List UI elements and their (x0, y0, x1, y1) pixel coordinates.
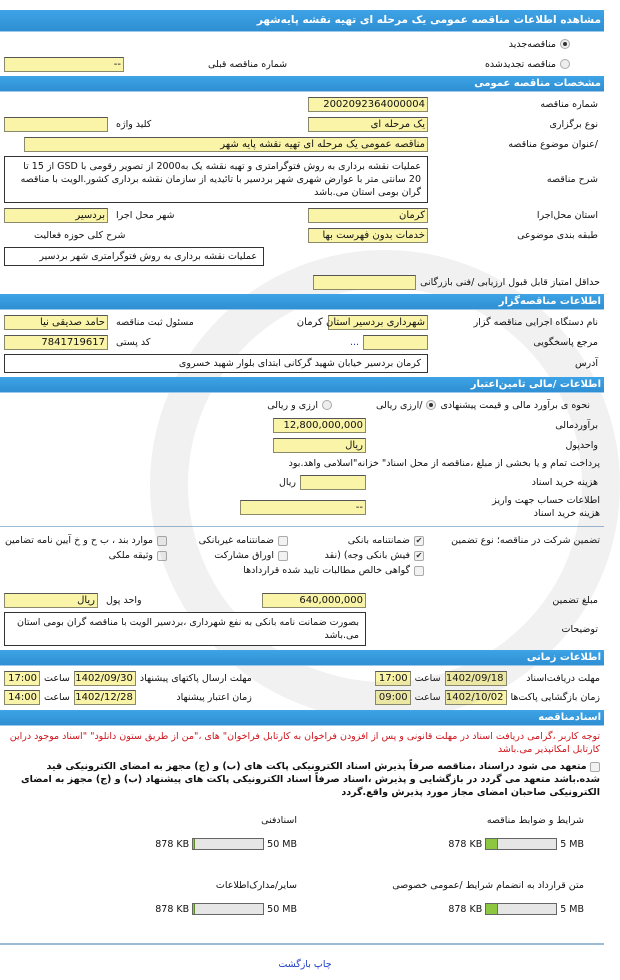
row-number (0, 94, 604, 114)
label-time: ساعت (44, 673, 70, 684)
row-province (0, 205, 604, 225)
checkbox-bonds[interactable] (278, 551, 288, 561)
label-validity: زمان اعتبار پیشنهاد (176, 692, 252, 703)
file-name: سایر/مدارک‌اطلاعات (215, 880, 297, 891)
back-link[interactable]: بازگشت (278, 959, 311, 970)
currency-field[interactable]: ریال (273, 438, 366, 453)
section-documents: اسنادمناقصه (0, 710, 604, 726)
file-item (20, 815, 297, 850)
label-description: شرح مناقصه (546, 174, 598, 185)
label-doc-deadline: مهلت دریافت‌اسناد (526, 673, 600, 684)
download-warning: توجه کاربر ،گرامی دریافت اسناد در مهلت قانونی و پس از افزودن فراخوان به کارتابل فراخوان" های ،"من از طریق ستون دانلود" "اسناد موجود دراین کارتابل امکانپذیر می.باشد (9, 731, 600, 755)
radio-rial[interactable] (426, 400, 436, 410)
timing-grid (0, 668, 604, 708)
section-finance: اطلاعات /مالی تامین‌اعتبار (0, 377, 604, 393)
guarantee-amount-field[interactable]: 640,000,000 (262, 593, 366, 608)
guarantee-types (0, 531, 604, 580)
label-time: ساعت (414, 692, 441, 703)
ref-more-link[interactable]: ... (349, 336, 359, 348)
progress-fill (486, 839, 498, 849)
label-guarantee-type: تضمین شرکت در مناقصه؛ نوع تضمین (451, 535, 600, 546)
validity-time-field[interactable]: 14:00 (4, 690, 40, 705)
row-category (0, 225, 604, 245)
progress-fill (486, 904, 498, 914)
row-ref (0, 332, 604, 352)
row-org (0, 312, 604, 332)
open-time-field[interactable]: 09:00 (375, 690, 411, 705)
subject-field[interactable]: مناقصه عمومی یک مرحله ای تهیه نقشه پایه شهر (24, 137, 428, 152)
doc-deadline-field[interactable]: 1402/09/18 (445, 671, 507, 686)
label-open: زمان بازگشایی پاکت‌ها (510, 692, 600, 703)
notes-box: بصورت ضمانت نامه بانکی به نفع شهرداری ،بردسیر الویت با مناقصه گران بومی استان می.باشد (4, 612, 366, 646)
label-renewed-tender: مناقصه تجدیدشده (484, 58, 556, 70)
label-new-tender: مناقصه‌جدید (508, 38, 556, 50)
file-progress (485, 903, 557, 915)
label-postal: کد پستی (116, 336, 151, 348)
label-bank-guarantee: ضمانتنامه بانکی (347, 535, 410, 546)
min-score-field[interactable] (313, 275, 416, 290)
checkbox-cash-receipt[interactable]: ✔ (415, 550, 423, 560)
treasury-note: پرداخت تمام و یا بخشی از مبلغ ،مناقصه از محل اسناد" خزانه"اسلامی واهد.بود (288, 458, 600, 469)
label-category: طبقه بندی موضوعی (517, 229, 598, 241)
submit-time-field[interactable]: 17:00 (4, 671, 40, 686)
label-receivables-cert: گواهی خالص مطالبات تایید شده قراردادها (243, 565, 410, 576)
checkbox-regulation-items[interactable] (157, 536, 167, 546)
page-title: مشاهده اطلاعات مناقصه عمومی یک مرحله ای تهیه نقشه پایه‌شهر (0, 10, 604, 32)
file-progress (192, 838, 264, 850)
progress-fill (193, 839, 195, 849)
label-guarantee-amount: مبلغ تضمین (552, 594, 598, 606)
row-method (0, 395, 604, 415)
label-ref: مرجع پاسخگویی (533, 336, 598, 348)
submit-date-field[interactable]: 1402/09/30 (74, 671, 136, 686)
row-estimate (0, 415, 604, 435)
label-nonbank-guarantee: ضمانتنامه غیربانکی (198, 535, 274, 546)
file-max: 5 MB (560, 903, 584, 915)
checkbox-property[interactable] (157, 551, 167, 561)
label-regulation-items: موارد بند ، ب ح و خ آیین نامه تضامین (4, 535, 153, 546)
label-both: ارزی و ریالی (267, 399, 319, 411)
open-date-field[interactable]: 1402/10/02 (445, 690, 507, 705)
file-name: شرایط و ضوابط مناقصه (486, 815, 584, 826)
label-bonds: اوراق مشارکت (214, 550, 274, 561)
row-account (0, 492, 604, 522)
file-size: 878 KB (448, 838, 483, 850)
label-prev-number: شماره مناقصه قبلی (208, 58, 288, 70)
label-address: آدرس (574, 358, 598, 369)
ref-field[interactable] (363, 335, 428, 350)
label-registrar: مسئول ثبت مناقصه (116, 316, 194, 328)
label-account: اطلاعات حساب جهت واریز هزینه خرید اسناد (492, 495, 600, 519)
label-notes: توضیحات (561, 623, 598, 635)
document-files (0, 801, 604, 939)
label-currency: واحدپول (565, 439, 598, 451)
row-subject (0, 134, 604, 154)
row-scope (0, 245, 604, 268)
radio-currency-rial[interactable] (322, 400, 332, 410)
row-currency (0, 435, 604, 455)
divider (0, 526, 604, 527)
file-name: متن قرارداد به انضمام شرایط /عمومی خصوصی (392, 880, 584, 891)
file-size: 878 KB (155, 838, 190, 850)
row-notes (0, 610, 604, 648)
row-doc-fee (0, 472, 604, 492)
category-field[interactable]: خدمات بدون فهرست بها (308, 228, 428, 243)
label-min-score: حداقل امتیاز قابل قبول ارزیابی /فنی بازرگانی (420, 276, 600, 288)
row-description (0, 154, 604, 205)
radio-new-tender[interactable] (560, 39, 570, 49)
label-doc-fee: هزینه خرید اسناد (531, 476, 598, 488)
file-max: 5 MB (560, 838, 584, 850)
print-link[interactable]: چاپ (313, 959, 332, 970)
registrar-field[interactable]: حامد صدیقی نیا (4, 315, 108, 330)
checkbox-pledge[interactable] (590, 762, 600, 772)
file-max: 50 MB (267, 838, 297, 850)
file-size: 878 KB (448, 903, 483, 915)
row-address (0, 352, 604, 375)
holding-type-field[interactable]: یک مرحله ای (308, 117, 428, 132)
checkbox-nonbank-guarantee[interactable] (278, 536, 288, 546)
label-subject: /عنوان موضوع مناقصه (508, 138, 598, 150)
estimate-field[interactable]: 12,800,000,000 (273, 418, 366, 433)
checkbox-bank-guarantee[interactable]: ✔ (415, 535, 423, 545)
guarantee-unit-field[interactable]: ریال (4, 593, 98, 608)
file-name: اسنادفنی (261, 815, 297, 826)
label-scope: شرح کلی حوزه فعالیت (34, 229, 126, 241)
footer-divider (0, 943, 604, 945)
label-estimate: برآوردمالی (555, 419, 598, 431)
file-progress (192, 903, 264, 915)
label-submit: مهلت ارسال پاکتهای پیشنهاد (139, 673, 252, 684)
label-keyword: کلید واژه (116, 118, 152, 130)
prev-number-field[interactable]: -- (4, 57, 124, 72)
label-method: نحوه ی برآورد مالی و قیمت پیشنهادی (440, 399, 590, 411)
label-province: استان محل‌اجرا (536, 209, 598, 221)
account-field[interactable]: -- (240, 500, 366, 515)
label-time: ساعت (44, 692, 70, 703)
file-max: 50 MB (267, 903, 297, 915)
label-city: شهر محل اجرا (116, 209, 175, 221)
label-cash-receipt: فیش بانکی وجه) (نقد (324, 550, 410, 561)
row-renewed-tender (0, 54, 604, 74)
row-holding (0, 114, 604, 134)
section-organizer: اطلاعات مناقصه‌گزار (0, 294, 604, 310)
file-item (307, 815, 584, 850)
doc-fee-field[interactable] (300, 475, 366, 490)
label-guarantee-unit: واحد پول (106, 594, 142, 606)
address-box: کرمان بردسیر خیابان شهید گرکانی ابتدای بلوار شهید خسروی (4, 354, 428, 373)
city-field[interactable]: بردسیر (4, 208, 108, 223)
file-item (307, 880, 584, 915)
province-field[interactable]: کرمان (308, 208, 428, 223)
section-timing: اطلاعات زمانی (0, 650, 604, 666)
file-size: 878 KB (155, 903, 190, 915)
org-field[interactable]: شهرداری بردسیر استان کرمان (328, 315, 428, 330)
checkbox-receivables-cert[interactable] (414, 566, 424, 576)
section-general: مشخصات مناقصه عمومی (0, 76, 604, 92)
pledge-row (0, 758, 604, 801)
file-item (20, 880, 297, 915)
description-box: عملیات نقشه برداری به روش فتوگرامتری و تهیه نقشه یک به2000 از تصویر رقومی با GSD از 15 تا 20 سانتی متر با عوارض شهری شهر بردسیر با تائیدیه از سازمان نقشه برداری کشور.الویت با مناقصه گران بومی استان می.باشد (4, 156, 428, 203)
keyword-field[interactable] (4, 117, 108, 132)
pledge-text: متعهد می شود دراسناد ،مناقصه صرفاً پذیرش اسناد الکترونیکی پاکت های (ب) و (ج) مجهز به امضای الکترونیکی قید شده.باشد متعهد می گردد در بازگشایی و پذیرش ،اسناد صرفاً اسناد الکترونیکی پاکت های پیشنهاد (ب) و (ج) مجهز به امضای الکترونیکی صاحبان امضای مجاز مورد پذیرش واقع.گردد (20, 761, 600, 798)
label-time: ساعت (414, 673, 441, 684)
postal-field[interactable]: 7841719617 (4, 335, 108, 350)
row-guarantee-amount (0, 590, 604, 610)
footer-links (0, 949, 604, 980)
doc-fee-unit: ریال (278, 476, 296, 488)
label-rial: /ارزی ریالی (376, 399, 423, 411)
tender-number-field[interactable]: 2002092364000004 (308, 97, 428, 112)
validity-date-field[interactable]: 1402/12/28 (74, 690, 136, 705)
label-property: وثیقه ملکی (108, 550, 153, 561)
scope-box: عملیات نقشه برداری به روش فتوگرامتری شهر بردسیر (4, 247, 264, 266)
label-org: نام دستگاه اجرایی مناقصه گزار (473, 316, 598, 328)
doc-time-field[interactable]: 17:00 (375, 671, 411, 686)
row-min-score (0, 272, 604, 292)
progress-fill (193, 904, 195, 914)
row-new-tender (0, 34, 604, 54)
label-number: شماره مناقصه (540, 98, 598, 110)
label-holding: نوع برگزاری (549, 118, 598, 130)
file-progress (485, 838, 557, 850)
radio-renewed-tender[interactable] (560, 59, 570, 69)
